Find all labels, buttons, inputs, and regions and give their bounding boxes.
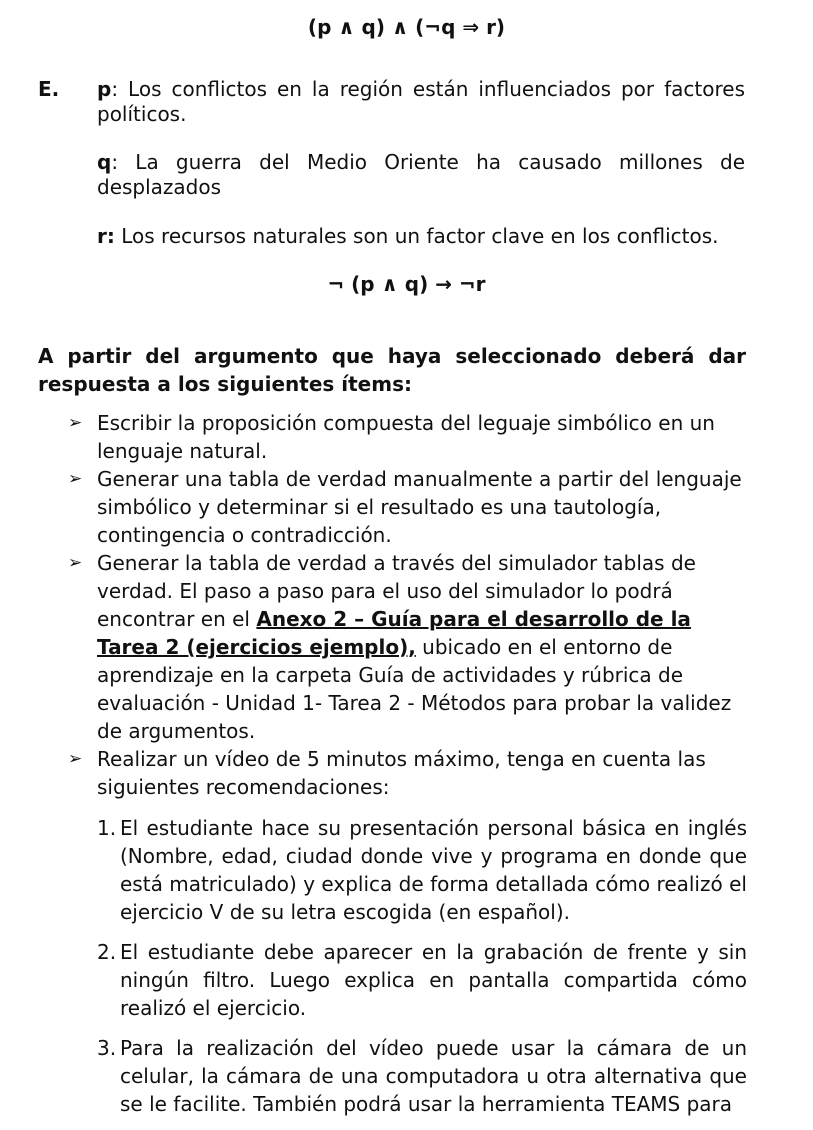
list-item xyxy=(97,814,747,926)
arrow-bullet-icon: ➢ xyxy=(68,749,83,769)
arrow-bullet-icon: ➢ xyxy=(68,413,83,433)
item-number: 1. xyxy=(97,816,117,840)
bullet-text: Generar la tabla de verdad a través del simulador tablas de verdad. El paso a paso para el uso del simulador lo podrá encontrar en el xyxy=(97,551,696,631)
proposition-var: q xyxy=(97,150,112,174)
formula-top: (p ∧ q) ∧ (¬q ⇒ r) xyxy=(307,15,506,39)
instructions-heading xyxy=(38,342,746,398)
list-item xyxy=(68,465,758,549)
formula-e: ¬ (p ∧ q) → ¬r xyxy=(327,272,486,296)
proposition-p xyxy=(97,77,745,127)
heading-line-1: A partir del argumento que haya seleccionado deberá dar xyxy=(38,344,746,368)
proposition-var: r: xyxy=(97,224,115,248)
arrow-bullet-icon: ➢ xyxy=(68,553,83,573)
item-number: 3. xyxy=(97,1036,117,1060)
list-item xyxy=(68,409,758,465)
item-text: El estudiante debe aparecer en la grabación de frente y sin ningún filtro. Luego explica en pantalla compartida cómo realizó el ejercicio. xyxy=(120,940,747,1020)
proposition-var: p xyxy=(97,77,112,101)
anexo-2-link[interactable]: Anexo 2 – Guía para el desarrollo de la Tarea 2 (ejercicios ejemplo), xyxy=(97,607,691,659)
proposition-text: Los conflictos en la región están influenciados por factores políticos. xyxy=(97,77,745,126)
list-item xyxy=(68,745,758,801)
item-number: 2. xyxy=(97,940,117,964)
bullet-text: ubicado en el entorno de aprendizaje en la carpeta Guía de actividades y rúbrica de evaluación - Unidad 1- Tarea 2 - Métodos para probar la validez de argumentos. xyxy=(97,635,732,743)
numbered-list xyxy=(97,814,747,1130)
proposition-sep: : xyxy=(111,77,119,101)
item-text: El estudiante hace su presentación personal básica en inglés (Nombre, edad, ciudad donde vive y programa en donde que está matriculado) y explica de forma detallada cómo realizó el ejercicio V de su letra escogida (en español). xyxy=(120,816,747,924)
arrow-bullet-icon: ➢ xyxy=(68,469,83,489)
bullet-text: Generar una tabla de verdad manualmente a partir del lenguaje simbólico y determinar si el resultado es una tautología, contingencia o contradicción. xyxy=(97,467,742,547)
list-item xyxy=(97,1034,747,1118)
bullet-list xyxy=(68,409,758,801)
proposition-text: La guerra del Medio Oriente ha causado millones de desplazados xyxy=(97,150,745,199)
bullet-text: Realizar un vídeo de 5 minutos máximo, tenga en cuenta las siguientes recomendaciones: xyxy=(97,747,706,799)
proposition-r xyxy=(97,224,745,249)
bullet-text: Escribir la proposición compuesta del leguaje simbólico en un lenguaje natural. xyxy=(97,411,715,463)
list-item xyxy=(68,549,758,745)
proposition-sep: : xyxy=(111,150,119,174)
proposition-q xyxy=(97,150,745,200)
proposition-text: Los recursos naturales son un factor clave en los conflictos. xyxy=(114,224,719,248)
heading-line-2: respuesta a los siguientes ítems: xyxy=(38,372,412,396)
item-text: Para la realización del vídeo puede usar la cámara de un celular, la cámara de una computadora u otra alternativa que se le facilite. También podrá usar la herramienta TEAMS para xyxy=(120,1036,747,1116)
section-label: E. xyxy=(38,77,60,101)
list-item xyxy=(97,938,747,1022)
